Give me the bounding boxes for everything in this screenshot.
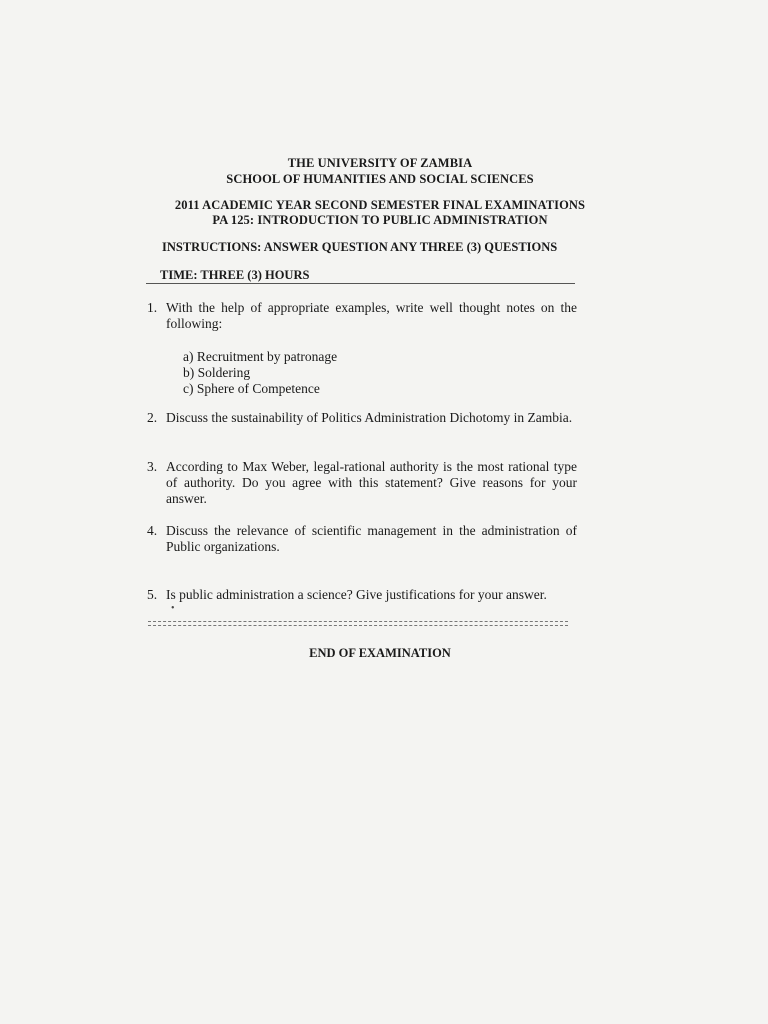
question-1-subitem-a: a) Recruitment by patronage [183, 349, 338, 364]
question-number: 5. [147, 587, 158, 602]
question-text: With the help of appropriate examples, write well thought notes on the following: [166, 300, 577, 331]
question-1 [147, 300, 577, 332]
question-text: Is public administration a science? Give justifications for your answer. [166, 587, 547, 602]
question-number: 2. [147, 410, 158, 425]
header-divider [146, 283, 575, 284]
end-of-examination: END OF EXAMINATION [309, 646, 451, 660]
stray-mark: • [171, 603, 175, 614]
end-divider-bottom [148, 625, 568, 626]
question-text: Discuss the sustainability of Politics Administration Dichotomy in Zambia. [166, 410, 573, 425]
instructions: INSTRUCTIONS: ANSWER QUESTION ANY THREE (3) QUESTIONS [162, 240, 558, 254]
end-divider-top [148, 621, 568, 622]
question-text: Discuss the relevance of scientific management in the administration of Public organizations. [166, 523, 577, 554]
question-4 [147, 523, 577, 555]
question-text: According to Max Weber, legal-rational authority is the most rational type of authority. Do you agree with this statement? Give reasons for your answer. [166, 459, 577, 506]
university-name: THE UNIVERSITY OF ZAMBIA [287, 156, 473, 170]
question-3 [147, 459, 577, 507]
question-2 [147, 410, 577, 426]
time-allowed: TIME: THREE (3) HOURS [160, 268, 310, 282]
exam-title: 2011 ACADEMIC YEAR SECOND SEMESTER FINAL EXAMINATIONS [174, 198, 586, 212]
question-number: 3. [147, 459, 158, 474]
course-title: PA 125: INTRODUCTION TO PUBLIC ADMINISTRATION [212, 213, 548, 227]
question-5 [147, 587, 577, 603]
question-1-subitem-b: b) Soldering [183, 365, 251, 380]
question-1-subitem-c: c) Sphere of Competence [183, 381, 320, 396]
school-name: SCHOOL OF HUMANITIES AND SOCIAL SCIENCES [226, 172, 534, 186]
question-number: 4. [147, 523, 158, 538]
question-number: 1. [147, 300, 158, 315]
